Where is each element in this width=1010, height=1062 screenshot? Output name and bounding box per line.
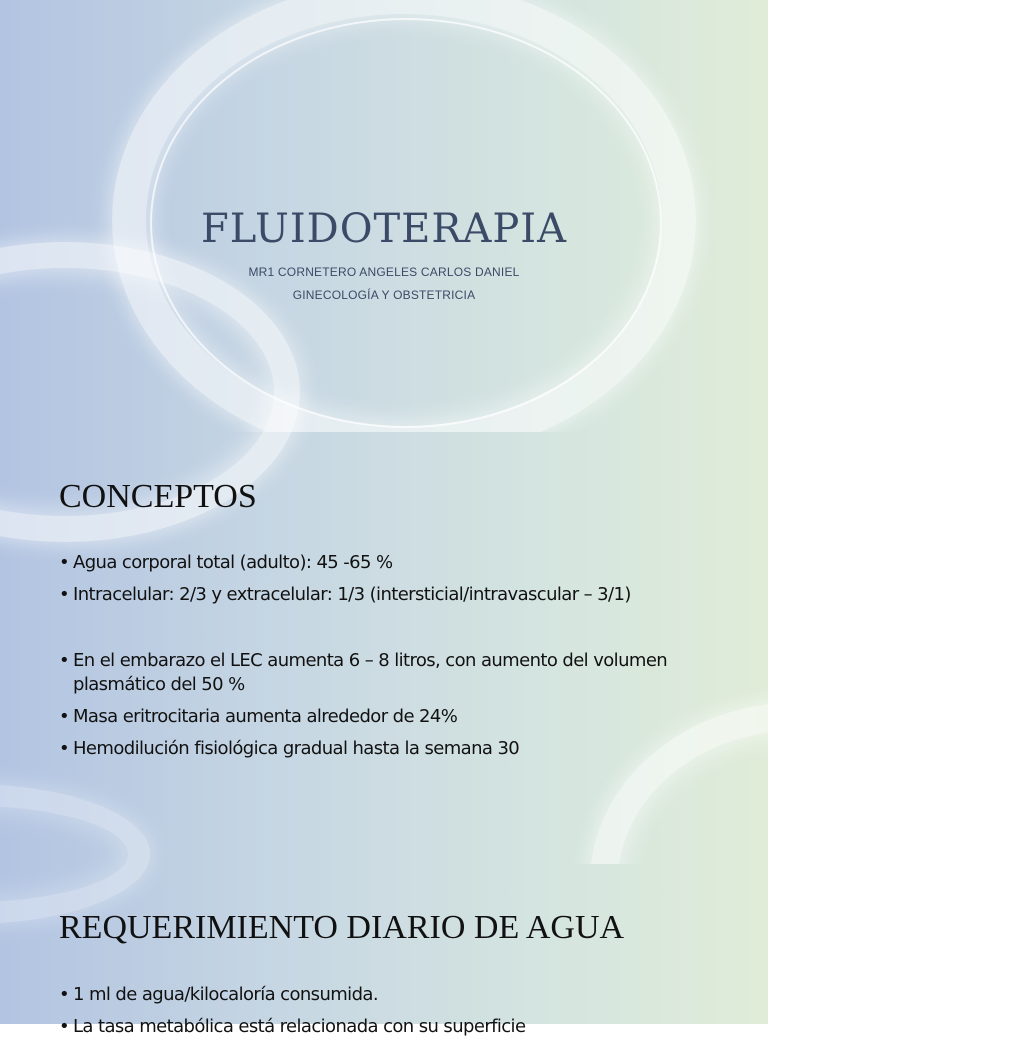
- bullet-icon: •: [59, 584, 70, 605]
- list-item: • 1 ml de agua/kilocaloría consumida.: [59, 984, 378, 1005]
- bullet-icon: •: [59, 984, 70, 1005]
- section-heading: CONCEPTOS: [59, 478, 257, 515]
- bullet-list: [59, 649, 739, 769]
- conceptos-slide: [0, 432, 768, 864]
- bullet-icon: •: [59, 650, 70, 671]
- list-item: • En el embarazo el LEC aumenta 6 – 8 litros, con aumento del volumen plasmático del 50 %: [59, 650, 668, 695]
- list-item: • Agua corporal total (adulto): 45 -65 %: [59, 552, 393, 573]
- list-item: • Intracelular: 2/3 y extracelular: 1/3 (intersticial/intravascular – 3/1): [59, 584, 631, 605]
- presentation-title: FLUIDOTERAPIA: [201, 206, 567, 252]
- list-item: • Hemodilución fisiológica gradual hasta la semana 30: [59, 738, 520, 759]
- author-line: MR1 CORNETERO ANGELES CARLOS DANIEL: [248, 265, 520, 279]
- section-heading: REQUERIMIENTO DIARIO DE AGUA: [59, 909, 625, 946]
- department-line: GINECOLOGÍA Y OBSTETRICIA: [292, 288, 476, 302]
- bullet-icon: •: [59, 552, 70, 573]
- bullet-list: [59, 983, 739, 1039]
- list-item: • La tasa metabólica está relacionada con su superficie: [59, 1016, 526, 1037]
- bullet-list: [59, 551, 739, 615]
- bullet-icon: •: [59, 1016, 70, 1037]
- bullet-icon: •: [59, 706, 70, 727]
- requerimiento-slide: [0, 864, 768, 1037]
- list-item: • Masa eritrocitaria aumenta alrededor de 24%: [59, 706, 458, 727]
- bullet-icon: •: [59, 738, 70, 759]
